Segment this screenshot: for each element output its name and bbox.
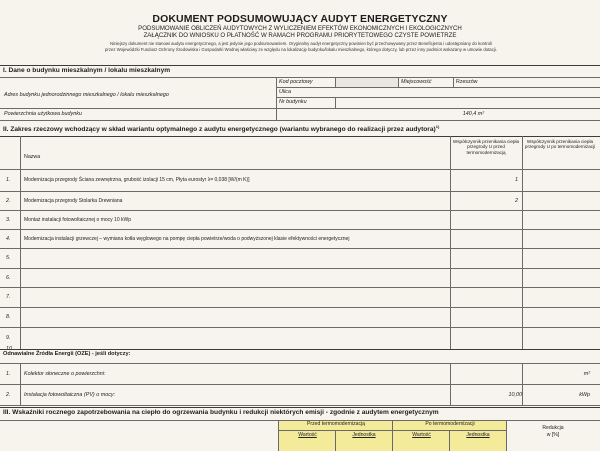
- city-label: Miejscowość: [401, 79, 432, 85]
- divider: [0, 287, 600, 288]
- divider: [522, 363, 523, 405]
- section3-title: III. Wskaźniki rocznego zapotrzebowania na ciepło do ogrzewania budynku i redukcji niektórych emisji - zgodnie z audytem energetycznym: [3, 409, 439, 416]
- oze-row-value[interactable]: 10,00: [508, 391, 522, 398]
- divider: [0, 77, 600, 78]
- area-label: Powierzchnia użytkowa budynku: [4, 111, 82, 117]
- divider: [0, 363, 600, 364]
- divider: [0, 327, 600, 328]
- column-header-name: Nazwa: [24, 154, 41, 160]
- oze-row-number: 1.: [6, 370, 11, 377]
- divider: [0, 384, 600, 385]
- oze-row-label: Kolektor słoneczne o powierzchni:: [24, 370, 106, 377]
- row-u-before[interactable]: 2: [515, 197, 518, 204]
- row-number: 8.: [6, 314, 11, 320]
- header-line-1: PODSUMOWANIE OBLICZEŃ AUDYTOWYCH Z WYLICZENIEM EFEKTÓW EKONOMICZNYCH I EKOLOGICZNYCH: [138, 25, 462, 32]
- divider: [450, 136, 451, 349]
- divider: [0, 191, 600, 192]
- section1-top-border: [0, 65, 600, 66]
- row-number: 4.: [6, 235, 11, 242]
- city-value[interactable]: Rzeszów: [456, 79, 478, 85]
- address-label: Adres budynku jednorodzinnego mieszkalnego / lokalu mieszkalnego: [4, 92, 169, 98]
- divider: [278, 430, 506, 431]
- row-number: 6.: [6, 274, 11, 281]
- oze-row-number: 2.: [6, 391, 11, 398]
- divider: [0, 210, 600, 211]
- oze-row-unit: kWp: [579, 391, 590, 398]
- oze-row-label: Instalacja fotowoltaiczna (PV) o mocy:: [24, 391, 116, 398]
- divider: [453, 77, 454, 87]
- reduction-unit: w [%]: [546, 432, 560, 438]
- reduction-header: Redukcja: [542, 425, 564, 431]
- street-label: Ulica: [279, 89, 291, 95]
- divider: [0, 120, 600, 121]
- divider: [20, 363, 21, 405]
- divider: [335, 97, 336, 108]
- divider: [276, 108, 277, 120]
- divider: [0, 405, 600, 406]
- divider: [398, 77, 399, 87]
- divider: [450, 363, 451, 405]
- row-number: 5.: [6, 255, 11, 261]
- section1-title: I. Dane o budynku mieszkalnym / lokalu mieszkalnym: [3, 67, 171, 74]
- oze-title: Odnawialne Źródła Energii (OZE) - jeśli dotyczy:: [3, 351, 131, 357]
- row-name[interactable]: Modernizacja przegrody Ściana zewnętrzna, grubość izolacji 15 cm, Płyta eurostyr λ= 0,038 [W/(m K)]: [24, 177, 250, 183]
- before-unit-header: Jednostka: [352, 432, 376, 438]
- before-value-header: Wartość: [298, 432, 317, 438]
- row-number: 9.: [6, 335, 11, 341]
- before-header: Przed termomodernizacją: [306, 421, 366, 427]
- row-name[interactable]: Montaż instalacji fotowoltaicznej o mocy 10 kWp: [24, 216, 131, 223]
- after-header: Po termomodernizacji: [425, 421, 475, 427]
- divider: [522, 136, 523, 349]
- section2-table-top: [0, 136, 600, 137]
- divider: [20, 136, 21, 349]
- row-number: 1.: [6, 177, 11, 183]
- area-value[interactable]: 140,4 m²: [462, 111, 484, 117]
- oze-row-unit: m²: [583, 370, 590, 377]
- divider: [0, 307, 600, 308]
- divider: [392, 420, 393, 451]
- row-number: 3.: [6, 216, 11, 223]
- divider: [0, 169, 600, 170]
- row-name[interactable]: Modernizacja przegrody Stolarka Drewniana: [24, 197, 123, 204]
- column-header-after: Współczynnik przenikania ciepła przegrody U po termomodernizacji: [524, 139, 596, 150]
- oze-top-border: [0, 349, 600, 350]
- row-number: 2.: [6, 197, 11, 204]
- divider: [0, 108, 600, 109]
- divider: [0, 248, 600, 249]
- header-line-2: ZAŁĄCZNIK DO WNIOSKU O PŁATNOŚĆ W RAMACH PROGRAMU PRIORYTETOWEGO CZYSTE POWIETRZE: [143, 31, 457, 39]
- divider: [0, 268, 600, 269]
- divider: [506, 420, 507, 451]
- column-header-before: Współczynnik przenikania ciepła przegrody U przed termomodernizacją: [452, 139, 520, 155]
- postal-code-label: Kod pocztowy: [279, 79, 313, 85]
- row-number: 7.: [6, 294, 11, 300]
- section3-top-border: [0, 407, 600, 408]
- divider: [0, 229, 600, 230]
- header-note-2: przez Wojewódzki Fundusz Ochrony Środowiska i Gospodarki Wodnej właściwy ze względu na lokalizację budynku/lokalu mieszkalnego, którego dotyczy, lub przez inny podmiot wskazany w umowie dotacji.: [105, 47, 497, 52]
- divider: [276, 97, 600, 98]
- section2-title: II. Zakres rzeczowy wchodzący w skład wariantu optymalnego z audytu energetycznego (wariantu wybranego do realizacji przez audytora)$^{1)}$: [3, 124, 440, 134]
- after-unit-header: Jednostka: [466, 432, 490, 438]
- divider: [278, 420, 279, 451]
- divider: [276, 87, 600, 88]
- after-value-header: Wartość: [412, 432, 431, 438]
- document-title: DOKUMENT PODSUMOWUJĄCY AUDYT ENERGETYCZNY: [152, 13, 448, 25]
- divider: [276, 77, 277, 110]
- row-u-before[interactable]: 1: [515, 177, 518, 183]
- postal-code-field[interactable]: [336, 78, 398, 87]
- header-note-1: Niniejszy dokument nie stanowi audytu energetycznego, a jest jedynie jego podsumowaniem. Oryginalny audyt energetyczny powinien być przechowywany przez Beneficjenta i udostępniany do kontroli: [110, 41, 492, 46]
- row-name[interactable]: Modernizacja instalacji grzewczej – wymiana kotła węglowego na pompę ciepła powietrze/woda o podwyższonej klasie efektywności energetycznej: [24, 235, 350, 242]
- building-number-label: Nr budynku: [279, 99, 307, 105]
